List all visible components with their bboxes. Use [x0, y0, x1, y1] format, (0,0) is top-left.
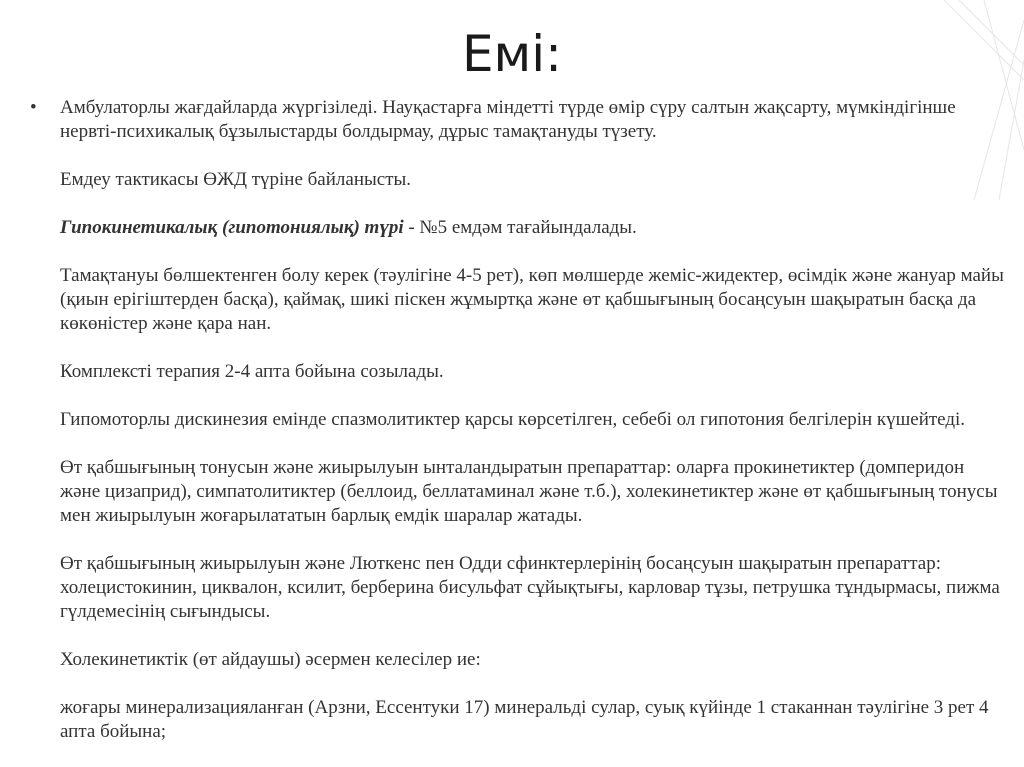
paragraph-relaxing-drugs: Өт қабшығының жиырылуын және Люткенс пен Одди сфинктерлерінің босаңсуын шақыратын препараттар: холецистокинин, циквалон, ксилит, берберина бисульфат сұйықтығы, карловар тұзы, петрушка тұндырмасы, пижма гүлдемесінің сығындысы. [60, 553, 1000, 622]
hypokinetic-type-text: - №5 емдәм тағайындалады. [403, 217, 637, 238]
paragraph-overview: Амбулаторлы жағдайларда жүргізіледі. Науқастарға міндетті түрде өмір сүру салтын жақсарту, мүмкіндігінше нервті-психикалық бұзылыстарды болдырмау, дұрыс тамақтануды түзету. [60, 97, 956, 142]
paragraph-therapy-duration: Комплексті терапия 2-4 апта бойына созылады. [60, 361, 444, 382]
paragraph-stimulating-drugs: Өт қабшығының тонусын және жиырылуын ынталандыратын препараттар: оларға прокинетиктер (домперидон және цизаприд), симпатолитиктер (беллоид, беллатаминал және т.б.), холекинетиктер және өт қабшығының тонусы мен жиырылуын жоғарылататын барлық емдік шаралар жатады. [60, 457, 998, 526]
slide-body [60, 96, 1005, 744]
slide-title: Емі: [461, 25, 563, 83]
hypokinetic-type-label: Гипокинетикалық (гипотониялық) түрі [60, 217, 404, 238]
paragraph-spasmolytics: Гипомоторлы дискинезия емінде спазмолитиктер қарсы көрсетілген, себебі ол гипотония белгілерін күшейтеді. [60, 409, 966, 430]
paragraph-hypokinetic [60, 216, 1005, 240]
paragraph-nutrition: Тамақтануы бөлшектенген болу керек (тәулігіне 4-5 рет), көп мөлшерде жеміс-жидектер, өсімдік және жануар майы (қиын ерігіштерден басқа), қаймақ, шикі піскен жұмыртқа және өт қабшығының босаңсуын шақыратын басқа да көкөністер және қара нан. [60, 265, 1004, 334]
bullet-marker: • [30, 97, 37, 118]
paragraph-tactics: Емдеу тактикасы ӨЖД түріне байланысты. [60, 169, 412, 190]
paragraph-mineral-water: жоғары минерализацияланған (Арзни, Ессентуки 17) минеральді сулар, суық күйінде 1 стаканнан тәулігіне 3 рет 4 апта бойына; [60, 697, 989, 742]
paragraph-cholekinetic-intro: Холекинетиктік (өт айдаушы) әсермен келесілер ие: [60, 649, 481, 670]
